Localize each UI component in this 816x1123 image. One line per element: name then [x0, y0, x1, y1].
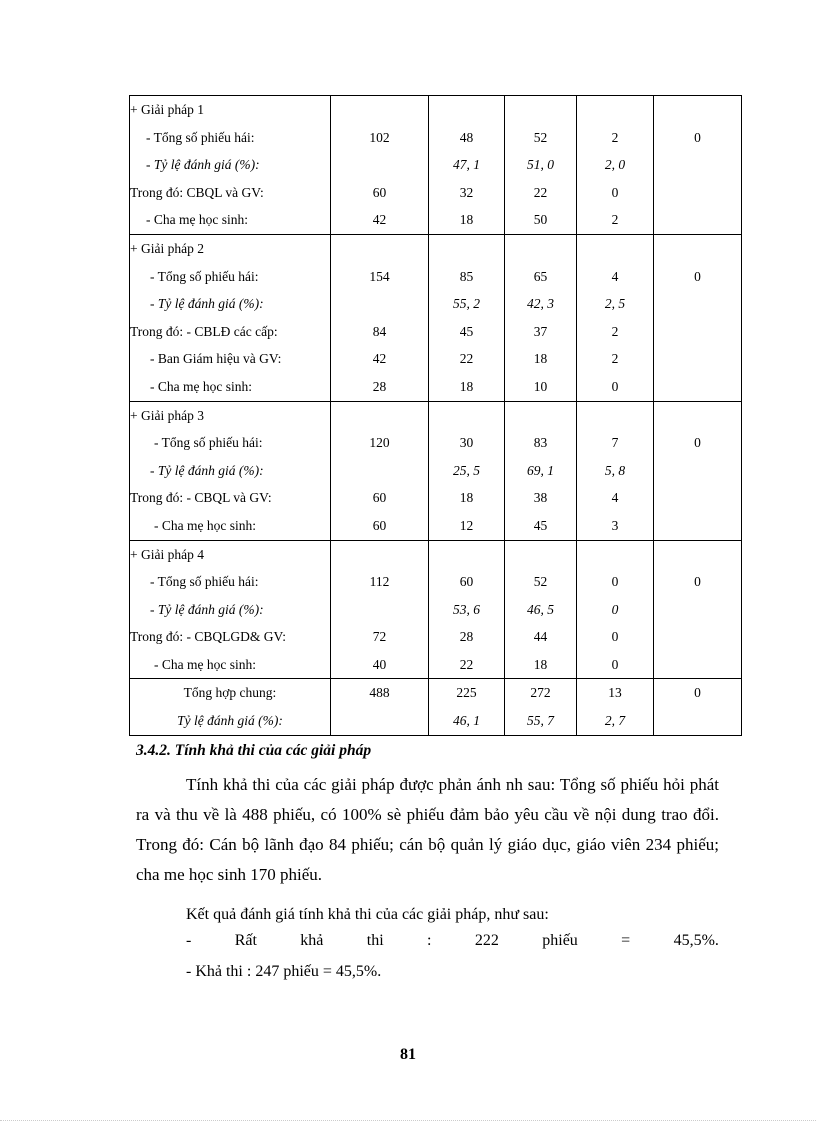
value-cell [331, 596, 428, 624]
value-cell: 84 [372, 323, 387, 339]
page-number: 81 [400, 1046, 416, 1063]
value-cell [429, 96, 504, 124]
value-cell: 85 [459, 268, 474, 284]
row-label: - Tỷ lệ đánh giá (%): [150, 601, 264, 617]
value-column-cell [331, 401, 429, 540]
value-cell: 18 [459, 378, 474, 394]
row-labels-cell [130, 96, 331, 235]
value-cell [654, 541, 741, 569]
value-cell [654, 290, 741, 318]
bullet-word: 222 [474, 932, 499, 949]
bullet-word: = [621, 932, 631, 949]
value-column-cell [654, 234, 742, 401]
table-group [130, 401, 742, 540]
value-cell [331, 402, 428, 430]
value-cell [331, 707, 428, 735]
table-row [130, 679, 742, 735]
value-cell: 28 [459, 629, 474, 645]
row-label: Trong đó: - CBLĐ các cấp: [130, 323, 278, 339]
value-cell [577, 541, 653, 569]
row-labels-cell [130, 679, 331, 735]
value-cell: 154 [369, 268, 390, 284]
row-label: Tỷ lệ đánh giá (%): [177, 713, 283, 729]
value-cell: 0 [611, 574, 619, 590]
value-cell [505, 235, 576, 263]
row-label: - Ban Giám hiệu và GV: [150, 351, 282, 367]
value-cell: 22 [533, 184, 548, 200]
value-cell: 69, 1 [527, 462, 554, 478]
value-column-cell [331, 234, 429, 401]
value-cell: 52 [533, 574, 548, 590]
value-cell: 55, 7 [527, 713, 554, 729]
row-labels-cell [130, 540, 331, 679]
value-cell [654, 651, 741, 679]
value-cell [654, 96, 741, 124]
value-cell: 0 [611, 184, 619, 200]
value-column-cell [505, 401, 577, 540]
value-column-cell [577, 96, 654, 235]
value-cell [577, 402, 653, 430]
value-cell: 60 [372, 184, 387, 200]
row-label: Tổng hợp chung: [183, 685, 277, 701]
value-cell: 22 [459, 351, 474, 367]
row-label: - Tổng số phiếu hái: [146, 129, 255, 145]
bullet-very-feasible [186, 932, 719, 950]
value-cell: 18 [533, 351, 548, 367]
value-cell [654, 484, 741, 512]
bullet-word: phiếu [542, 932, 578, 949]
table-row [130, 234, 742, 401]
row-label: - Tổng số phiếu hái: [154, 435, 263, 451]
value-cell: 2, 5 [604, 296, 626, 312]
feasibility-paragraph: Tính khả thi của các giải pháp được phản ánh nh sau: Tổng số phiếu hỏi phát ra và thu về là 488 phiếu, có 100% sè phiếu đảm bảo yêu cầu về nội dung trao đổi. Trong đó: Cán bộ lãnh đạo 84 phiếu; cán bộ quản lý giáo dục, giáo viên 234 phiếu; cha me học sinh 170 phiếu. [136, 775, 719, 884]
value-cell [331, 235, 428, 263]
value-cell: 37 [533, 323, 548, 339]
bullet-word: Rất [234, 932, 257, 949]
value-cell: 46, 1 [453, 713, 480, 729]
value-cell: 2 [611, 351, 619, 367]
row-label: + Giải pháp 4 [130, 546, 204, 562]
bullet-word: : [427, 932, 432, 949]
value-column-cell [577, 401, 654, 540]
value-column-cell [577, 679, 654, 735]
value-cell: 102 [369, 129, 390, 145]
value-cell: 45 [459, 323, 474, 339]
value-cell [654, 623, 741, 651]
value-cell: 52 [533, 129, 548, 145]
table-row [130, 540, 742, 679]
value-cell: 53, 6 [453, 601, 480, 617]
value-cell: 48 [459, 129, 474, 145]
value-cell [654, 318, 741, 346]
value-cell: 10 [533, 378, 548, 394]
value-cell: 4 [611, 490, 619, 506]
value-column-cell [429, 234, 505, 401]
table-row [130, 96, 742, 235]
value-cell: 32 [459, 184, 474, 200]
row-label: - Tổng số phiếu hái: [150, 574, 259, 590]
value-cell [429, 235, 504, 263]
value-cell [577, 96, 653, 124]
bullet-feasible: - Khả thi : 247 phiếu = 45,5%. [186, 963, 382, 980]
value-column-cell [654, 679, 742, 735]
value-cell: 225 [456, 685, 477, 701]
value-cell: 42 [372, 212, 387, 228]
footer-divider [0, 1120, 816, 1121]
value-cell: 7 [611, 435, 619, 451]
row-label: - Tổng số phiếu hái: [150, 268, 259, 284]
value-cell [505, 541, 576, 569]
row-label: - Cha mẹ học sinh: [154, 656, 256, 672]
row-label: - Cha mẹ học sinh: [150, 378, 252, 394]
value-cell [505, 402, 576, 430]
value-cell: 13 [608, 685, 622, 701]
row-label: + Giải pháp 3 [130, 407, 204, 423]
value-cell: 0 [694, 268, 701, 284]
value-cell [331, 96, 428, 124]
value-cell: 0 [611, 378, 619, 394]
value-column-cell [429, 401, 505, 540]
value-cell [654, 707, 741, 735]
row-label: - Cha mẹ học sinh: [146, 212, 248, 228]
value-column-cell [505, 679, 577, 735]
value-cell: 2 [611, 212, 619, 228]
value-column-cell [505, 540, 577, 679]
value-cell: 0 [694, 574, 701, 590]
bullet-word: thi [366, 932, 384, 949]
value-cell: 60 [459, 574, 474, 590]
table-group [130, 96, 742, 235]
value-column-cell [429, 679, 505, 735]
value-cell: 272 [530, 685, 551, 701]
value-cell: 2 [611, 323, 619, 339]
value-cell: 44 [533, 629, 548, 645]
value-cell [654, 373, 741, 401]
row-label: + Giải pháp 1 [130, 102, 204, 117]
value-cell: 0 [611, 601, 619, 617]
value-cell: 0 [611, 656, 619, 672]
row-label: + Giải pháp 2 [130, 240, 204, 256]
value-cell [654, 402, 741, 430]
row-label: - Cha mẹ học sinh: [154, 517, 256, 533]
bullet-word: - [186, 932, 192, 949]
value-cell [654, 151, 741, 179]
value-cell: 42 [372, 351, 387, 367]
value-cell: 60 [372, 517, 387, 533]
value-column-cell [505, 96, 577, 235]
section-heading: 3.4.2. Tính khả thi của các giải pháp [136, 742, 372, 759]
value-column-cell [654, 401, 742, 540]
value-cell [331, 457, 428, 485]
row-label: Trong đó: - CBQLGD& GV: [130, 629, 287, 645]
value-cell: 22 [459, 656, 474, 672]
value-cell [654, 457, 741, 485]
value-cell [331, 290, 428, 318]
value-cell [429, 402, 504, 430]
value-cell: 2 [611, 129, 619, 145]
table-group [130, 234, 742, 401]
row-label: - Tỷ lệ đánh giá (%): [146, 157, 260, 173]
value-cell [654, 206, 741, 234]
value-cell: 18 [533, 656, 548, 672]
value-cell [429, 541, 504, 569]
row-label: Trong đó: CBQL và GV: [130, 184, 264, 200]
value-column-cell [429, 96, 505, 235]
value-cell: 55, 2 [453, 296, 480, 312]
value-cell: 5, 8 [604, 462, 626, 478]
value-cell: 18 [459, 212, 474, 228]
value-cell [654, 512, 741, 540]
value-cell: 47, 1 [453, 157, 480, 173]
value-column-cell [505, 234, 577, 401]
value-cell [505, 96, 576, 124]
value-cell: 2, 0 [604, 157, 626, 173]
row-labels-cell [130, 401, 331, 540]
value-cell [654, 179, 741, 207]
value-cell: 50 [533, 212, 548, 228]
value-cell: 40 [372, 656, 387, 672]
value-cell [654, 235, 741, 263]
value-cell [654, 596, 741, 624]
value-cell: 12 [459, 517, 474, 533]
value-cell: 18 [459, 490, 474, 506]
value-column-cell [577, 540, 654, 679]
value-cell: 0 [694, 685, 701, 701]
value-cell: 4 [611, 268, 619, 284]
value-cell [654, 345, 741, 373]
value-cell: 120 [369, 435, 390, 451]
value-cell: 30 [459, 435, 474, 451]
value-column-cell [654, 540, 742, 679]
value-cell [331, 541, 428, 569]
value-column-cell [331, 679, 429, 735]
value-cell: 0 [694, 435, 701, 451]
row-label: Trong đó: - CBQL và GV: [130, 490, 272, 506]
bullet-word: khả [300, 932, 324, 949]
value-cell: 38 [533, 490, 548, 506]
table-group [130, 540, 742, 679]
results-intro: Kết quả đánh giá tính khả thi của các giải pháp, như sau: [186, 906, 549, 923]
bullet-word: 45,5%. [673, 932, 719, 949]
value-column-cell [654, 96, 742, 235]
value-cell: 42, 3 [527, 296, 554, 312]
row-label: - Tỷ lệ đánh giá (%): [150, 462, 264, 478]
value-cell: 2, 7 [604, 713, 626, 729]
row-label: - Tỷ lệ đánh giá (%): [150, 296, 264, 312]
value-cell: 0 [611, 629, 619, 645]
survey-results-table [129, 95, 742, 736]
value-cell: 83 [533, 435, 548, 451]
value-cell [577, 235, 653, 263]
value-cell: 45 [533, 517, 548, 533]
value-cell: 72 [372, 629, 387, 645]
value-cell: 0 [694, 129, 701, 145]
value-cell [331, 151, 428, 179]
value-cell: 112 [369, 574, 390, 590]
value-column-cell [331, 540, 429, 679]
row-labels-cell [130, 234, 331, 401]
value-cell: 51, 0 [527, 157, 554, 173]
value-cell: 65 [533, 268, 548, 284]
value-cell: 60 [372, 490, 387, 506]
value-cell: 3 [611, 517, 619, 533]
value-column-cell [429, 540, 505, 679]
value-column-cell [331, 96, 429, 235]
value-column-cell [577, 234, 654, 401]
value-cell: 28 [372, 378, 387, 394]
value-cell: 46, 5 [527, 601, 554, 617]
value-cell: 25, 5 [453, 462, 480, 478]
table-group [130, 679, 742, 735]
table-row [130, 401, 742, 540]
value-cell: 488 [369, 685, 390, 701]
